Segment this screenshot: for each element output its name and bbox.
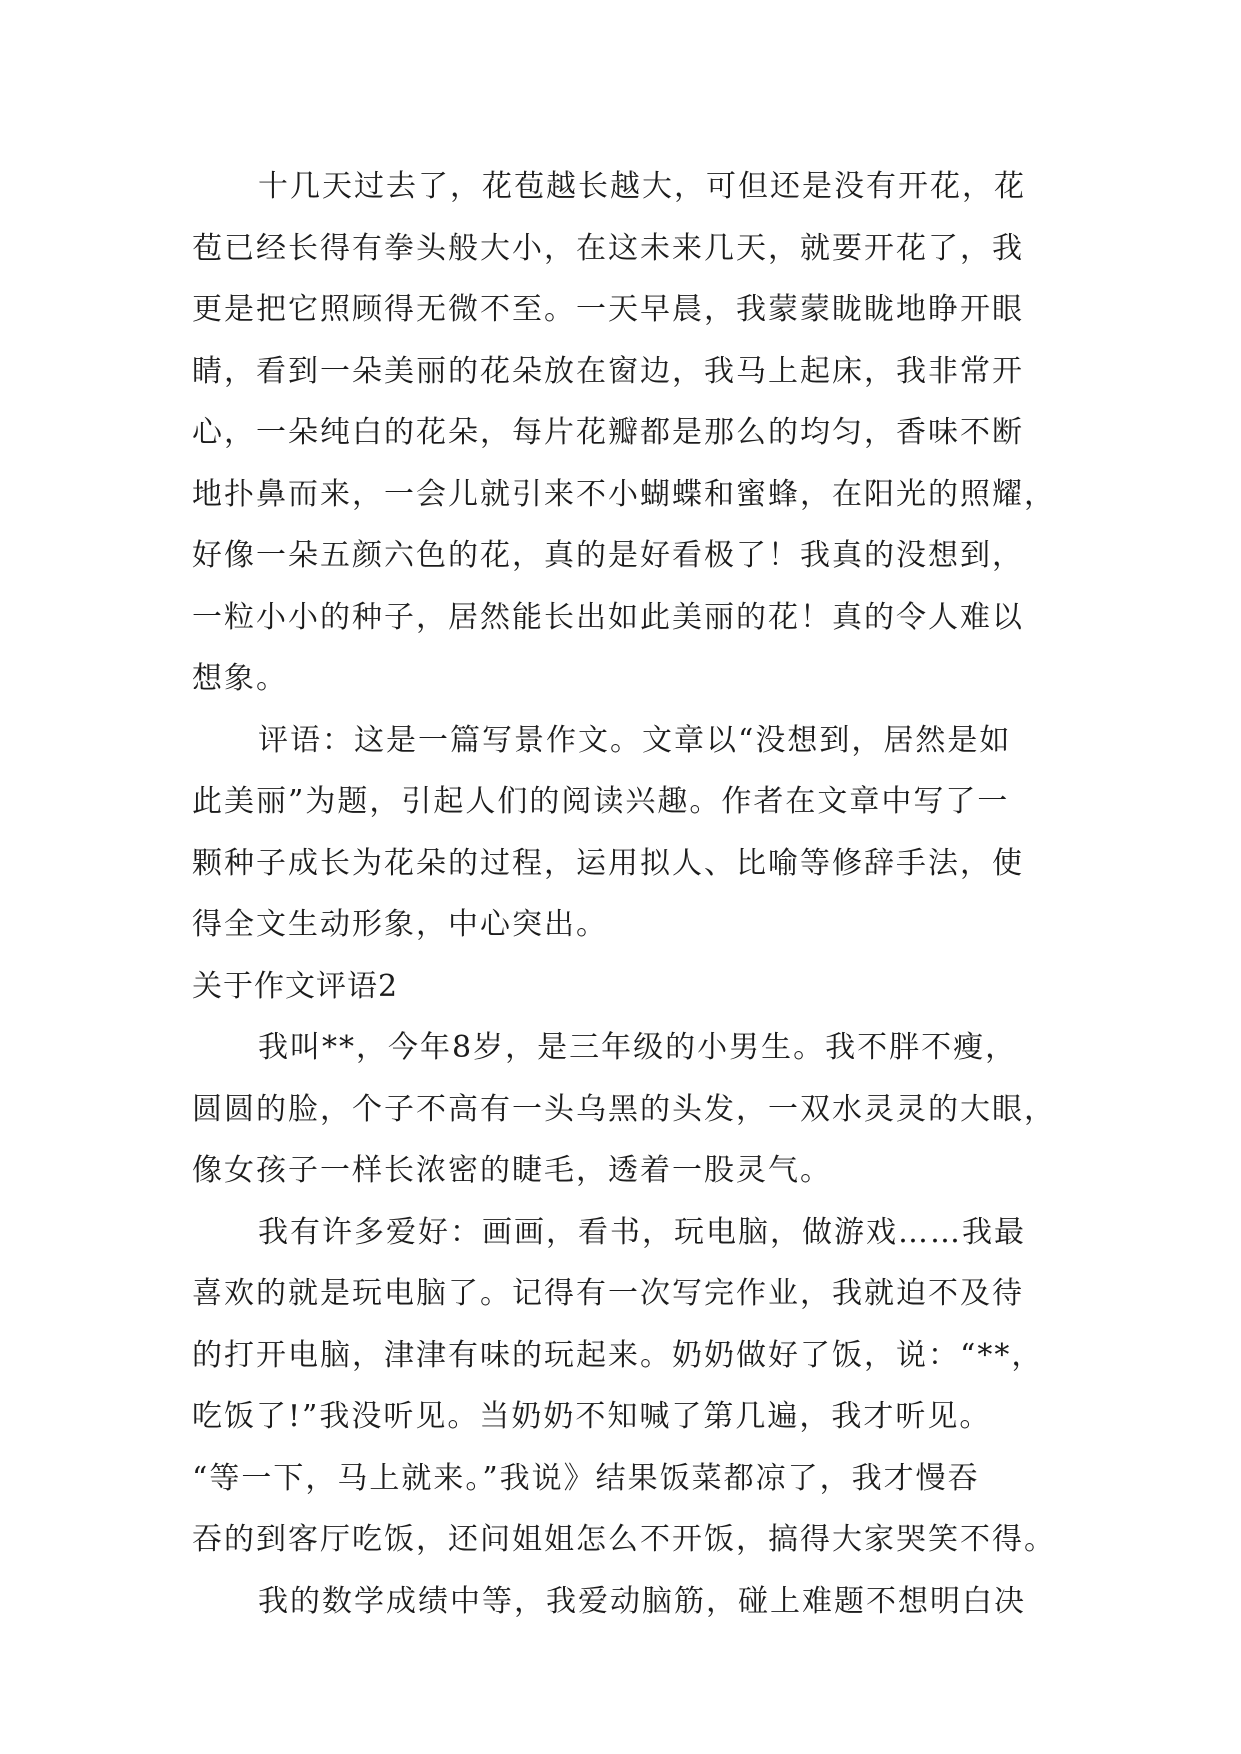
text-line: 好像一朵五颜六色的花，真的是好看极了！我真的没想到，	[192, 538, 1024, 573]
essay-text	[192, 156, 1064, 1632]
text-line: 颗种子成长为花朵的过程，运用拟人、比喻等修辞手法，使	[192, 845, 1024, 881]
text-line: 地扑鼻而来，一会儿就引来不小蝴蝶和蜜蜂，在阳光的照耀，	[192, 476, 1056, 512]
text-line: 吞的到客厅吃饭，还问姐姐怎么不开饭，搞得大家哭笑不得。	[192, 1522, 1056, 1557]
section-heading: 关于作文评语2	[192, 968, 399, 1004]
text-line: 吃饭了!”我没听见。当奶奶不知喊了第几遍，我才听见。	[192, 1399, 992, 1434]
text-line: 此美丽”为题，引起人们的阅读兴趣。作者在文章中写了一	[192, 784, 1010, 819]
text-line: 得全文生动形象，中心突出。	[192, 907, 608, 942]
text-line: 像女孩子一样长浓密的睫毛，透着一股灵气。	[192, 1153, 832, 1188]
text-line: 十几天过去了，花苞越长越大，可但还是没有开花，花	[258, 169, 1026, 204]
text-line: 我有许多爱好：画画，看书，玩电脑，做游戏……我最	[258, 1214, 1026, 1250]
paragraph-story-end	[192, 156, 1064, 710]
text-line: 睛，看到一朵美丽的花朵放在窗边，我马上起床，我非常开	[192, 353, 1024, 389]
text-line: 评语：这是一篇写景作文。文章以“没想到，居然是如	[258, 722, 1012, 758]
text-line: 更是把它照顾得无微不至。一天早晨，我蒙蒙眬眬地睁开眼	[192, 292, 1024, 327]
text-line: 苞已经长得有拳头般大小，在这未来几天，就要开花了，我	[192, 230, 1024, 266]
paragraph-math	[192, 1571, 1064, 1633]
text-line: 圆圆的脸，个子不高有一头乌黑的头发，一双水灵灵的大眼，	[192, 1091, 1056, 1127]
text-line: 的打开电脑，津津有味的玩起来。奶奶做好了饭，说：“**，	[192, 1337, 1044, 1373]
paragraph-comment	[192, 710, 1064, 956]
text-line: 心，一朵纯白的花朵，每片花瓣都是那么的均匀，香味不断	[192, 415, 1024, 450]
text-line: “等一下，马上就来。”我说》结果饭菜都凉了，我才慢吞	[192, 1460, 980, 1496]
text-line: 想象。	[192, 661, 288, 696]
text-line: 一粒小小的种子，居然能长出如此美丽的花！真的令人难以	[192, 599, 1024, 635]
paragraph-intro	[192, 1017, 1064, 1202]
text-line: 我叫**，今年8岁，是三年级的小男生。我不胖不瘦，	[258, 1030, 1018, 1065]
text-line: 喜欢的就是玩电脑了。记得有一次写完作业，我就迫不及待	[192, 1276, 1024, 1311]
paragraph-hobbies	[192, 1202, 1064, 1571]
text-line: 我的数学成绩中等，我爱动脑筋，碰上难题不想明白决	[258, 1583, 1026, 1619]
